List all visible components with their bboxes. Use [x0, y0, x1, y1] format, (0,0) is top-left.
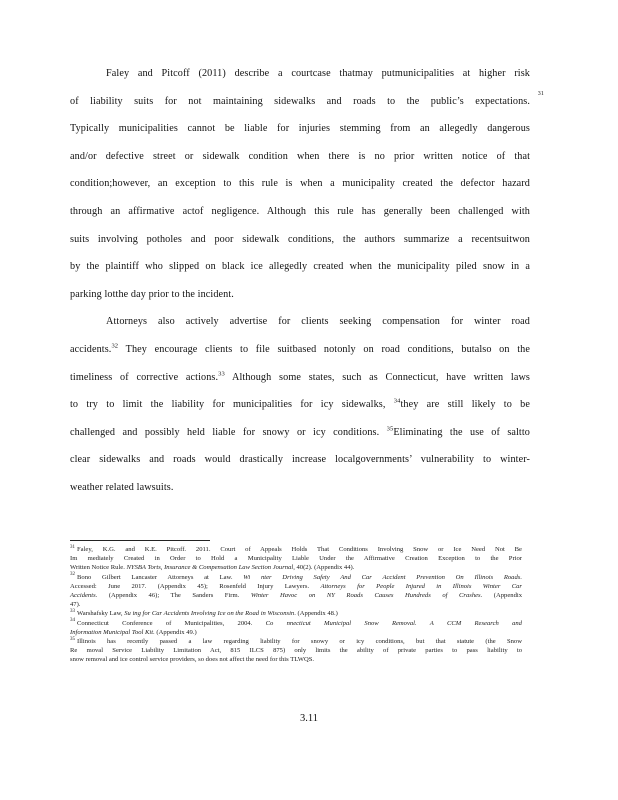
footnote-34	[70, 619, 522, 637]
footnote-31-line-1: Faley, K.G. and K.E. Pitcoff. 2011. Court of Appeals Holds That Conditions Involving Snow or Ice Need Not Be	[77, 546, 522, 553]
footnote-33	[70, 609, 522, 618]
paragraph-2-line-4-a: to try to limit the liability for municipalities for icy sidewalks,	[70, 399, 386, 411]
paragraph-2-line-7: weather related lawsuits.	[70, 481, 174, 493]
footnote-33-number: 33	[70, 609, 75, 615]
footnote-32-marker: 32	[111, 342, 119, 350]
paragraph-1-line-1: Faley and Pitcoff (2011) describe a courtcase thatmay putmunicipalities at higher risk	[106, 68, 530, 79]
paragraph-2-line-5	[70, 419, 530, 447]
paragraph-2-line-3-b: Although some states, such as Connecticut, have written laws	[232, 371, 530, 383]
footnote-separator	[70, 540, 210, 541]
footnote-32-line-3-b: . (Appendix	[480, 592, 522, 600]
footnote-32-line-3-title-b: Winter Havoc on NY Roads Causes Hundreds of Crashes	[250, 592, 481, 600]
footnote-35-number: 35	[70, 636, 75, 642]
paragraph-1-line-5: condition;however, an exception to this rule is when a municipality created the defector hazard	[70, 178, 530, 190]
footnote-31-journal: NYSBA Torts, Insurance & Compensation Law Section Journal	[126, 564, 294, 572]
paragraph-2-line-2-a: accidents.	[70, 343, 112, 355]
footnote-35	[70, 637, 522, 665]
footnote-32-number: 32	[70, 572, 75, 578]
footnote-34-number: 34	[70, 618, 75, 624]
footnote-31-line-3-a: Written Notice Rule.	[70, 564, 125, 572]
footnote-34-line-1-title: Co nnecticut Municipal Snow Removal. A CCM Research and	[265, 619, 522, 627]
footnote-33-text-a: Warshafsky Law,	[77, 610, 123, 618]
paragraph-1-line-2	[70, 88, 544, 116]
paragraph-2-line-6: clear sidewalks and roads would drastically increase localgovernments’ vulnerability to winter-	[70, 454, 530, 466]
footnote-33-text-b: . (Appendix 48.)	[294, 610, 338, 618]
paragraph-2-line-4	[70, 391, 530, 419]
body-text	[70, 60, 544, 502]
footnote-31	[70, 545, 522, 573]
footnote-32-line-4: 47).	[70, 601, 81, 609]
footnote-31-number: 31	[70, 544, 75, 550]
footnote-31-marker: 31	[537, 90, 544, 97]
footnote-31-line-2: Im mediately Created in Order to Hold a Municipality Liable Under the Affirmative Creation Exception to the Prior	[70, 555, 522, 563]
footnote-35-line-2: Re moval Service Liability Limitation Act, 815 ILCS 875) only limits the ability of private parties to pass liability to	[70, 647, 522, 655]
footnote-35-line-3: snow removal and ice control service providers, so does not affect the need for this TLWQS.	[70, 656, 315, 664]
paragraph-1-line-8: by the plaintiff who slipped on black ice allegedly created when the municipality piled snow in a	[70, 261, 530, 273]
footnote-32-line-1-a: Bono Gilbert Lancaster Attorneys at Law.	[77, 573, 233, 581]
paragraph-1-line-3: Typically municipalities cannot be liable for injuries stemming from an allegedly dangerous	[70, 123, 530, 135]
footnote-32-line-3-title-a: Accidents	[70, 592, 96, 600]
page-number: 3.11	[300, 713, 318, 724]
paragraph-2-line-2	[70, 336, 530, 364]
paragraph-1-line-7: suits involving potholes and poor sidewalk conditions, the authors summarize a recentsuitwon	[70, 233, 530, 245]
paragraph-2-line-1: Attorneys also actively advertise for clients seeking compensation for winter road	[106, 316, 530, 328]
paragraph-2-line-5-b: Eliminating the use of saltto	[393, 426, 530, 438]
footnote-35-marker: 35	[386, 425, 394, 433]
paragraph-2-line-2-b: They encourage clients to file suitbased notonly on road conditions, butalso on the	[125, 343, 530, 355]
footnote-32-line-1-title: Wi nter Driving Safety And Car Accident Prevention On Illinois Roads.	[243, 573, 522, 581]
footnote-33-marker: 33	[218, 370, 225, 378]
paragraph-2-line-4-b: they are still likely to be	[400, 399, 530, 411]
footnote-32-line-2-title: Attorneys for People Injured in Illinois Winter Car	[320, 582, 522, 590]
footnote-34-line-2-title: Information Municipal Tool Kit.	[70, 628, 155, 636]
footnote-34-line-2-b: (Appendix 49.)	[156, 628, 197, 636]
paragraph-1-line-2-text: of liability suits for not maintaining sidewalks and roads to the public’s expectations.	[70, 95, 530, 107]
paragraph-1-line-6: through an affirmative actof negligence. Although this rule has generally been challenged with	[70, 205, 530, 217]
footnote-34-marker: 34	[393, 397, 401, 405]
footnote-33-title: Su ing for Car Accidents Involving Ice on the Road in Wisconsin	[124, 610, 295, 618]
footnote-32	[70, 573, 522, 610]
footnote-32-line-3-a: . (Appendix 46); The Sanders Firm.	[95, 592, 240, 600]
footnote-35-line-1: Illinois has recently passed a law regarding liability for snowy or icy conditions, but that statute (the Snow	[77, 638, 522, 646]
paragraph-1-line-4: and/or defective street or sidewalk condition when there is no prior written notice of that	[70, 150, 530, 162]
footnote-34-line-1-a: Connecticut Conference of Municipalities, 2004.	[77, 619, 253, 627]
paragraph-2-line-5-a: challenged and possibly held liable for snowy or icy conditions.	[70, 426, 380, 438]
footnotes	[70, 545, 522, 665]
paragraph-2-line-3	[70, 364, 530, 392]
footnote-32-line-2-a: Accessed: June 2017. (Appendix 45); Rosenfeld Injury Lawyers.	[70, 582, 310, 590]
paragraph-1-line-9: parking lotthe day prior to the incident.	[70, 288, 234, 300]
paragraph-2-line-3-a: timeliness of corrective actions.	[70, 371, 219, 383]
footnote-31-line-3-b: , 40(2). (Appendix 44).	[293, 564, 355, 572]
